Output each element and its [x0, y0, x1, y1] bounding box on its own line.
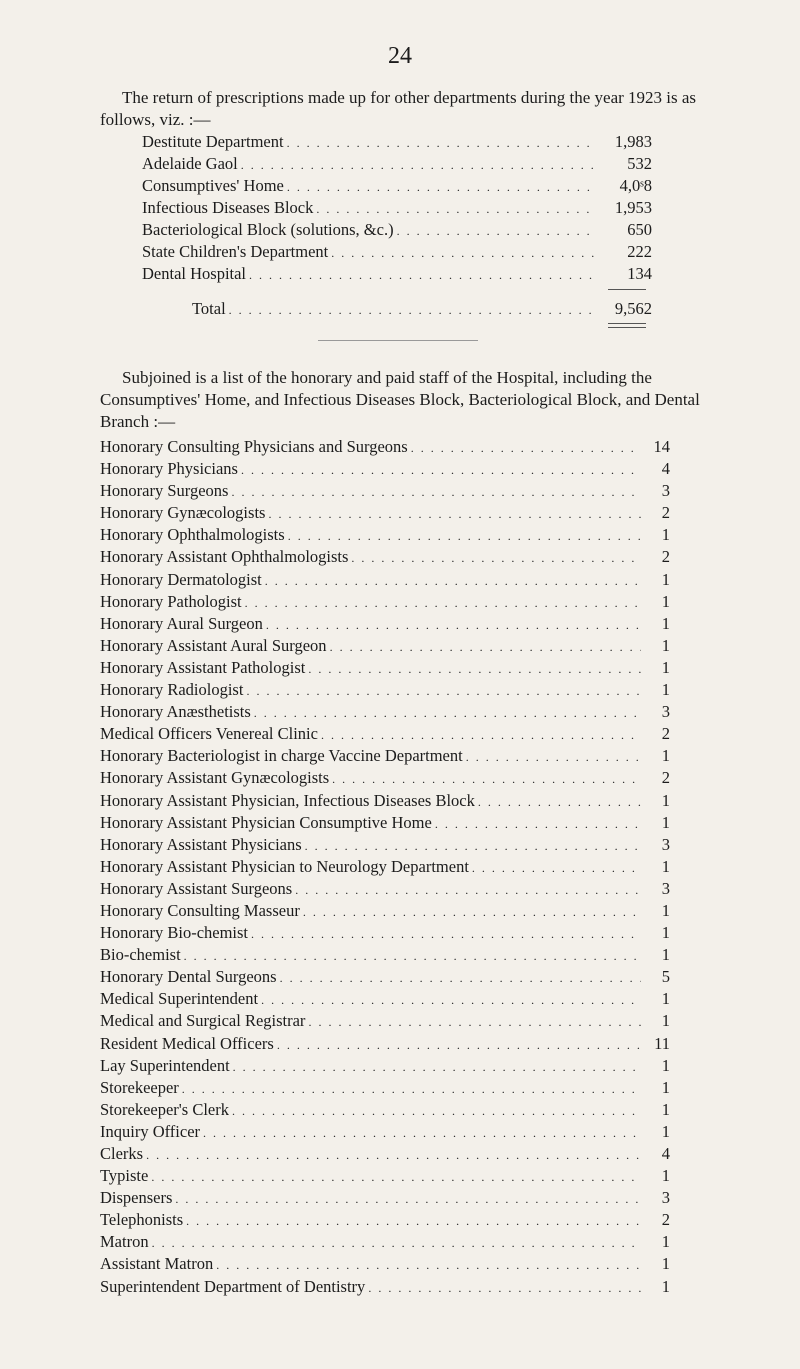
staff-row-label: Matron [100, 1232, 149, 1252]
staff-row [100, 944, 670, 966]
staff-row [100, 502, 670, 524]
dot-leader [295, 879, 641, 901]
staff-row-value: 3 [661, 834, 670, 854]
dot-leader [246, 680, 641, 702]
prescription-row [142, 153, 652, 175]
staff-row-value: 1 [661, 613, 670, 633]
staff-row-label: Honorary Assistant Pathologist [100, 657, 306, 677]
staff-row-label: Honorary Surgeons [100, 481, 229, 501]
staff-row-label: Honorary Ophthalmologists [100, 525, 285, 545]
staff-row [100, 745, 670, 767]
dot-leader [245, 592, 641, 614]
dot-leader [254, 702, 641, 724]
staff-row-label: Honorary Assistant Ophthalmologists [100, 547, 349, 567]
dot-leader [241, 459, 641, 481]
staff-row-value: 2 [661, 724, 670, 744]
staff-row-label: Bio-chemist [100, 945, 181, 965]
staff-row [100, 812, 670, 834]
staff-row-label: Honorary Consulting Physicians and Surgeons [100, 437, 408, 456]
staff-row-label: Honorary Assistant Physician to Neurology Department [100, 856, 469, 876]
staff-row-value: 1 [661, 569, 670, 589]
staff-row-label: Honorary Radiologist [100, 680, 244, 700]
staff-row-label: Medical and Surgical Registrar [100, 1011, 306, 1031]
dot-leader [287, 176, 597, 198]
dot-leader [231, 481, 641, 503]
prescription-row-label: Adelaide Gaol [142, 154, 238, 173]
staff-row-label: Honorary Assistant Physician Consumptive Home [100, 812, 432, 832]
dot-leader [287, 132, 597, 154]
total-label: Total [192, 299, 226, 318]
dot-leader [175, 1188, 641, 1210]
dot-leader [251, 923, 641, 945]
dot-leader [277, 1034, 641, 1056]
section-divider [318, 340, 478, 341]
staff-row-label: Storekeeper [100, 1077, 179, 1097]
staff-row-label: Honorary Consulting Masseur [100, 900, 300, 920]
dot-leader [288, 525, 641, 547]
staff-row [100, 1077, 670, 1099]
staff-row-label: Clerks [100, 1144, 144, 1163]
dot-leader [308, 658, 641, 680]
staff-row [100, 591, 670, 613]
staff-row-value: 1 [661, 1276, 670, 1296]
dot-leader [203, 1122, 641, 1144]
dot-leader [397, 220, 597, 242]
prescription-row-label: Consumptives' Home [142, 176, 284, 195]
staff-row [100, 1276, 670, 1298]
staff-row [100, 878, 670, 900]
staff-row-value: 1 [661, 989, 670, 1009]
dot-leader [435, 813, 641, 835]
staff-row-value: 2 [661, 1210, 670, 1230]
staff-row-value: 1 [661, 525, 670, 545]
staff-row-value: 1 [661, 923, 670, 943]
staff-row [100, 1231, 670, 1253]
staff-row-label: Dispensers [100, 1188, 173, 1208]
staff-row-value: 1 [661, 680, 670, 700]
prescription-row-value: 1,953 [614, 198, 652, 217]
staff-row [100, 1121, 670, 1143]
staff-row-value: 1 [661, 1011, 670, 1031]
dot-leader [316, 198, 597, 220]
prescription-row [142, 263, 652, 285]
staff-row-value: 4 [661, 459, 670, 479]
staff-row [100, 657, 670, 679]
dot-leader [280, 967, 641, 989]
staff-row-label: Honorary Dental Surgeons [100, 967, 277, 987]
staff-row [100, 1099, 670, 1121]
staff-row-value: 2 [661, 547, 670, 567]
staff-row [100, 1055, 670, 1077]
dot-leader [233, 1056, 641, 1078]
prescription-row-label: Infectious Diseases Block [142, 198, 314, 217]
staff-row-value: 1 [661, 746, 670, 766]
staff-row-label: Typiste [100, 1166, 149, 1186]
prescription-row-value: 650 [627, 220, 652, 239]
staff-row-label: Honorary Gynæcologists [100, 503, 266, 523]
page-number: 24 [388, 43, 412, 69]
total-double-rule [608, 323, 646, 328]
dot-leader [308, 1011, 641, 1033]
prescription-row [142, 241, 652, 263]
staff-row-value: 1 [661, 1121, 670, 1141]
staff-row-value: 1 [661, 812, 670, 832]
dot-leader [151, 1166, 641, 1188]
staff-row [100, 613, 670, 635]
prescription-row-value: 532 [627, 154, 652, 173]
staff-row-value: 3 [661, 702, 670, 722]
staff-row [100, 458, 670, 480]
dot-leader [321, 724, 641, 746]
staff-row [100, 1209, 670, 1231]
staff-row [100, 966, 670, 988]
staff-row-value: 14 [653, 437, 670, 456]
dot-leader [266, 614, 641, 636]
staff-row-value: 3 [661, 1188, 670, 1208]
staff-row-value: 4 [661, 1144, 670, 1163]
staff-row-value: 1 [661, 1232, 670, 1252]
staff-row [100, 1165, 670, 1187]
staff-row-label: Assistant Matron [100, 1254, 214, 1274]
staff-row-value: 1 [661, 1055, 670, 1075]
staff-row-label: Honorary Assistant Gynæcologists [100, 768, 330, 788]
staff-row [100, 701, 670, 723]
staff-row-value: 1 [661, 945, 670, 965]
staff-row-value: 1 [661, 1099, 670, 1119]
staff-row-label: Honorary Physicians [100, 459, 238, 479]
prescription-row [142, 197, 652, 219]
dot-leader [411, 437, 641, 459]
staff-row [100, 1010, 670, 1032]
dot-leader [261, 989, 641, 1011]
prescription-row-label: Destitute Department [142, 132, 284, 151]
staff-row-value: 1 [661, 790, 670, 810]
dot-leader [249, 264, 597, 286]
staff-row [100, 723, 670, 745]
staff-row [100, 569, 670, 591]
staff-table [100, 436, 670, 1298]
staff-row-label: Honorary Bacteriologist in charge Vaccine Department [100, 746, 463, 766]
staff-row-label: Resident Medical Officers [100, 1033, 274, 1053]
prescription-row-label: Dental Hospital [142, 264, 247, 283]
staff-row [100, 900, 670, 922]
staff-row [100, 1033, 670, 1055]
prescription-row-value: 134 [627, 264, 652, 283]
dot-leader [184, 945, 641, 967]
staff-row [100, 988, 670, 1010]
staff-row-value: 3 [661, 481, 670, 501]
dot-leader [152, 1232, 641, 1254]
staff-row [100, 635, 670, 657]
staff-row-label: Honorary Assistant Physician, Infectious Diseases Block [100, 790, 475, 810]
staff-row-label: Telephonists [100, 1210, 184, 1230]
staff-row [100, 922, 670, 944]
staff-row-value: 1 [661, 635, 670, 655]
dot-leader [466, 746, 641, 768]
dot-leader [268, 503, 641, 525]
staff-row-value: 1 [661, 856, 670, 876]
prescription-row-label: State Children's Department [142, 242, 329, 261]
dot-leader [332, 768, 641, 790]
dot-leader [305, 835, 641, 857]
staff-row-label: Honorary Assistant Aural Surgeon [100, 635, 327, 655]
staff-row-value: 3 [661, 878, 670, 898]
staff-row-value: 2 [661, 503, 670, 523]
prescription-row [142, 175, 652, 197]
staff-row-label: Medical Officers Venereal Clinic [100, 724, 318, 744]
staff-row-value: 1 [661, 1166, 670, 1186]
staff-row-label: Honorary Anæsthetists [100, 702, 251, 722]
staff-row [100, 1187, 670, 1209]
staff-row-value: 1 [661, 591, 670, 611]
staff-row [100, 767, 670, 789]
staff-row [100, 436, 670, 458]
staff-row-label: Honorary Assistant Physicians [100, 834, 302, 854]
staff-row [100, 834, 670, 856]
dot-leader [472, 857, 641, 879]
prescriptions-table [142, 131, 652, 328]
staff-row [100, 480, 670, 502]
total-rule [608, 289, 646, 290]
total-row [142, 298, 652, 320]
staff-row-label: Honorary Bio-chemist [100, 923, 249, 943]
staff-row [100, 1253, 670, 1275]
staff-row-value: 11 [654, 1033, 670, 1053]
staff-row-label: Honorary Pathologist [100, 591, 242, 611]
staff-row-label: Honorary Dermatologist [100, 569, 262, 589]
staff-row [100, 524, 670, 546]
staff-row-label: Inquiry Officer [100, 1121, 201, 1141]
dot-leader [351, 547, 641, 569]
dot-leader [265, 570, 641, 592]
prescription-row [142, 219, 652, 241]
dot-leader [232, 1100, 641, 1122]
dot-leader [186, 1210, 641, 1232]
prescription-row-value: 222 [627, 242, 652, 261]
dot-leader [229, 299, 597, 321]
dot-leader [303, 901, 641, 923]
staff-intro-paragraph: Subjoined is a list of the honorary and paid staff of the Hospital, including the Consumptives' Home, and Infectious Diseases Block, Bacteriological Block, and Dental Branch :— [100, 368, 700, 431]
staff-row-value: 1 [661, 1254, 670, 1274]
staff-row-value: 1 [661, 1077, 670, 1097]
dot-leader [368, 1277, 641, 1299]
dot-leader [331, 242, 597, 264]
staff-row-value: 1 [661, 900, 670, 920]
staff-row [100, 1143, 670, 1165]
intro-paragraph: The return of prescriptions made up for other departments during the year 1923 is as follows, viz. :— [100, 88, 697, 129]
staff-row-value: 2 [661, 768, 670, 788]
staff-row-label: Medical Superintendent [100, 989, 259, 1009]
staff-row-value: 1 [661, 657, 670, 677]
prescription-row-value: 4,0ˢ8 [619, 176, 652, 195]
prescription-row-label: Bacteriological Block (solutions, &c.) [142, 220, 394, 239]
staff-row-label: Superintendent Department of Dentistry [100, 1276, 366, 1296]
total-value: 9,562 [614, 299, 652, 318]
staff-row-label: Honorary Aural Surgeon [100, 613, 263, 633]
staff-row-label: Storekeeper's Clerk [100, 1099, 229, 1119]
dot-leader [241, 154, 597, 176]
staff-row [100, 856, 670, 878]
staff-row [100, 546, 670, 568]
staff-row-label: Lay Superintendent [100, 1055, 230, 1075]
staff-row [100, 790, 670, 812]
dot-leader [182, 1078, 641, 1100]
prescription-row-value: 1,983 [614, 132, 652, 151]
dot-leader [146, 1144, 641, 1166]
dot-leader [478, 791, 641, 813]
prescription-row [142, 131, 652, 153]
staff-row-value: 5 [661, 967, 670, 987]
staff-row [100, 679, 670, 701]
dot-leader [330, 636, 641, 658]
dot-leader [216, 1254, 641, 1276]
staff-row-label: Honorary Assistant Surgeons [100, 878, 293, 898]
